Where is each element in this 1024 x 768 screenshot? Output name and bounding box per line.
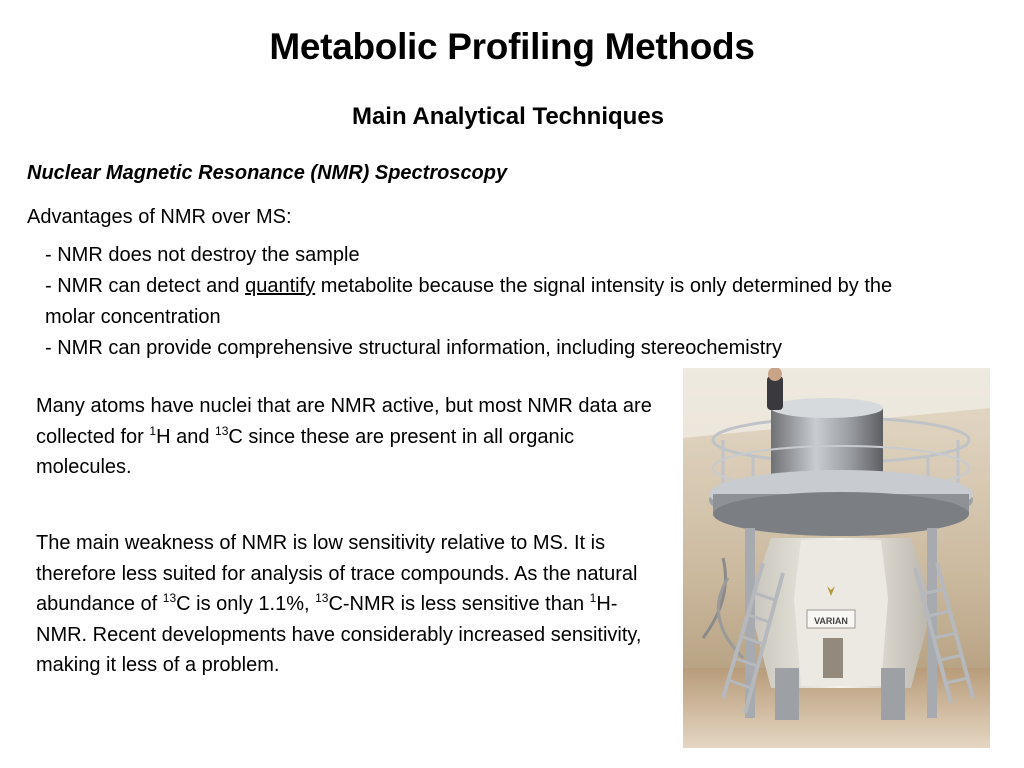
section-heading: Nuclear Magnetic Resonance (NMR) Spectroscopy: [27, 162, 508, 184]
superscript: 13: [162, 591, 177, 605]
weakness-paragraph: [36, 528, 666, 681]
varian-label: VARIAN: [814, 616, 848, 626]
superscript: 1: [149, 423, 157, 438]
superscript: 1: [589, 591, 597, 605]
text-run: C since these are present in all organic molecules.: [36, 425, 575, 478]
advantage-text: - NMR can provide comprehensive structural information, including stereochemistry: [45, 337, 782, 359]
advantage-text-before: - NMR can detect and: [45, 275, 246, 297]
text-run: C-NMR is less sensitive than: [328, 593, 590, 615]
text-run: The main weakness of NMR is low sensitivity relative to MS. It is therefore less suited for analysis of trace compounds. As the natural abundance of: [36, 532, 638, 615]
advantage-item: [45, 271, 945, 333]
advantage-text: - NMR does not destroy the sample: [45, 244, 360, 266]
nuclei-paragraph: [36, 391, 656, 483]
text-run: Many atoms have nuclei that are NMR active, but most NMR data are collected for: [36, 395, 652, 448]
superscript: 13: [315, 591, 329, 605]
text-run: H and: [156, 425, 216, 448]
advantage-item: [45, 333, 945, 364]
advantage-item: [45, 240, 945, 271]
advantages-heading: Advantages of NMR over MS:: [27, 206, 292, 228]
text-run: C is only 1.1%,: [176, 593, 316, 615]
advantage-text-after: metabolite because the signal intensity is only determined by the molar concentration: [45, 275, 893, 328]
advantage-underlined-word: quantify: [245, 275, 316, 297]
slide-subtitle: Main Analytical Techniques: [351, 103, 665, 130]
text-run: H-NMR. Recent developments have considerably increased sensitivity, making it less of a problem.: [36, 593, 642, 676]
advantages-list: [45, 240, 945, 364]
superscript: 13: [215, 423, 229, 438]
slide-title: Metabolic Profiling Methods: [269, 26, 755, 67]
nmr-spectrometer-photo: [683, 368, 990, 748]
